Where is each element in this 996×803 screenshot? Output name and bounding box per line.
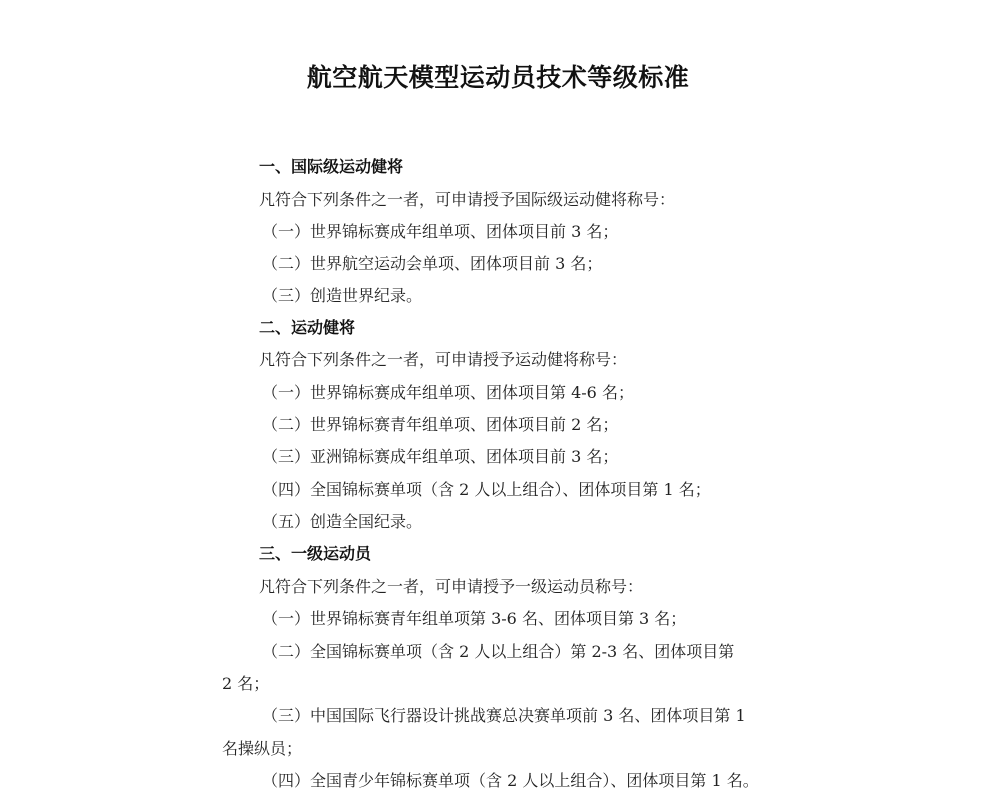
section-intro: 凡符合下列条件之一者，可申请授予一级运动员称号： <box>259 577 644 596</box>
list-item: （四）全国锦标赛单项（含 2 人以上组合）、团体项目第 1 名； <box>262 480 711 499</box>
list-item: （一）世界锦标赛成年组单项、团体项目第 4-6 名； <box>262 383 634 402</box>
section-heading-international-master: 一、国际级运动健将 <box>259 157 404 176</box>
list-item: （二）世界航空运动会单项、团体项目前 3 名； <box>262 254 603 273</box>
list-item: （四）全国青少年锦标赛单项（含 2 人以上组合）、团体项目第 1 名。 <box>262 771 759 790</box>
list-item: （三）创造世界纪录。 <box>262 286 423 305</box>
list-item: （五）创造全国纪录。 <box>262 512 423 531</box>
section-intro: 凡符合下列条件之一者，可申请授予运动健将称号： <box>259 350 628 369</box>
list-item: （一）世界锦标赛青年组单项第 3-6 名、团体项目第 3 名； <box>262 609 687 628</box>
list-item: （一）世界锦标赛成年组单项、团体项目前 3 名； <box>262 222 619 241</box>
document-title: 航空航天模型运动员技术等级标准 <box>306 63 690 92</box>
section-heading-master: 二、运动健将 <box>259 318 356 337</box>
list-item: （二）全国锦标赛单项（含 2 人以上组合）第 2-3 名、团体项目第 <box>262 642 735 661</box>
section-heading-first-class: 三、一级运动员 <box>259 544 372 563</box>
list-item-continuation: 名操纵员； <box>222 739 303 758</box>
list-item: （二）世界锦标赛青年组单项、团体项目前 2 名； <box>262 415 619 434</box>
list-item: （三）亚洲锦标赛成年组单项、团体项目前 3 名； <box>262 447 619 466</box>
section-intro: 凡符合下列条件之一者，可申请授予国际级运动健将称号： <box>259 190 676 209</box>
list-item: （三）中国国际飞行器设计挑战赛总决赛单项前 3 名、团体项目第 1 <box>262 706 746 725</box>
list-item-continuation: 2 名； <box>222 674 270 693</box>
